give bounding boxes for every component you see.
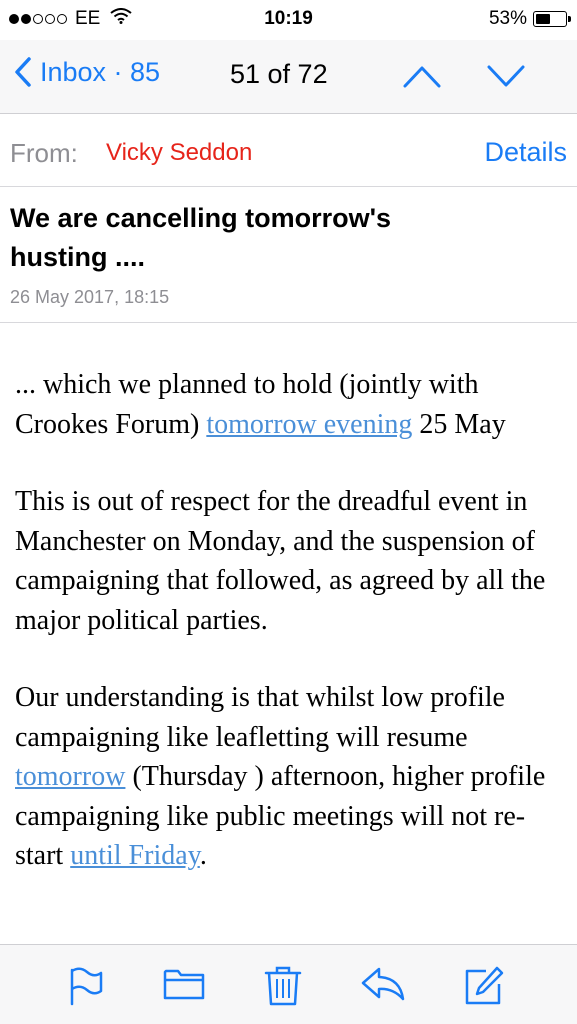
compose-icon — [464, 966, 504, 1006]
status-right — [489, 8, 567, 30]
compose-button[interactable] — [464, 966, 504, 1011]
flag-icon — [66, 966, 106, 1006]
trash-icon — [264, 966, 302, 1006]
body-text: (Thursday ) afternoon, higher profile campaigning like public meetings will not re-start — [15, 761, 546, 871]
flag-button[interactable] — [66, 966, 106, 1011]
folder-icon — [163, 966, 205, 1002]
until-friday-link[interactable]: until Friday — [70, 840, 200, 871]
back-label: Inbox · 85 — [40, 56, 161, 87]
body-text: . — [199, 840, 207, 871]
body-text: ... which we planned to hold (jointly with Crookes Forum) — [15, 369, 479, 440]
subject-line-2: husting .... — [10, 242, 145, 272]
battery-percent: 53% — [488, 8, 527, 29]
body-text: 25 May — [412, 408, 506, 440]
previous-message-button[interactable] — [402, 62, 442, 95]
from-row — [0, 114, 577, 187]
email-subject — [10, 199, 550, 277]
reply-icon — [360, 966, 406, 1002]
body-paragraph-2: This is out of respect for the dreadful event in Manchester on Monday, and the suspension of campaigning that followed, as agreed by all the major political parties. — [15, 486, 546, 636]
status-time: 10:19 — [264, 8, 313, 29]
trash-button[interactable] — [264, 966, 302, 1011]
next-message-button[interactable] — [486, 62, 526, 95]
chevron-down-icon — [486, 62, 526, 90]
from-label: From: — [10, 138, 78, 168]
details-button[interactable]: Details — [484, 137, 567, 167]
sender-name[interactable]: Vicky Seddon — [106, 139, 253, 166]
email-body — [15, 365, 563, 914]
tomorrow-evening-link[interactable]: tomorrow evening — [206, 408, 413, 440]
email-date: 26 May 2017, 18:15 — [10, 287, 170, 307]
body-paragraph-3 — [15, 678, 563, 876]
subject-line-1: We are cancelling tomorrow's — [10, 203, 392, 233]
back-to-inbox-button[interactable] — [14, 56, 160, 88]
reply-button[interactable] — [360, 966, 406, 1007]
battery-icon — [533, 11, 567, 27]
move-to-folder-button[interactable] — [163, 966, 205, 1007]
chevron-left-icon — [14, 56, 32, 88]
body-text: Our understanding is that whilst low profile campaigning like leafletting will resume — [15, 682, 505, 753]
carrier-label: EE — [75, 8, 101, 29]
bottom-toolbar — [0, 944, 577, 1024]
message-position: 51 of 72 — [230, 59, 328, 89]
body-paragraph-1 — [15, 365, 563, 444]
navigation-bar — [0, 40, 577, 114]
subject-block — [0, 187, 577, 323]
status-bar — [0, 0, 577, 40]
chevron-up-icon — [402, 62, 442, 90]
tomorrow-link[interactable]: tomorrow — [15, 761, 126, 792]
